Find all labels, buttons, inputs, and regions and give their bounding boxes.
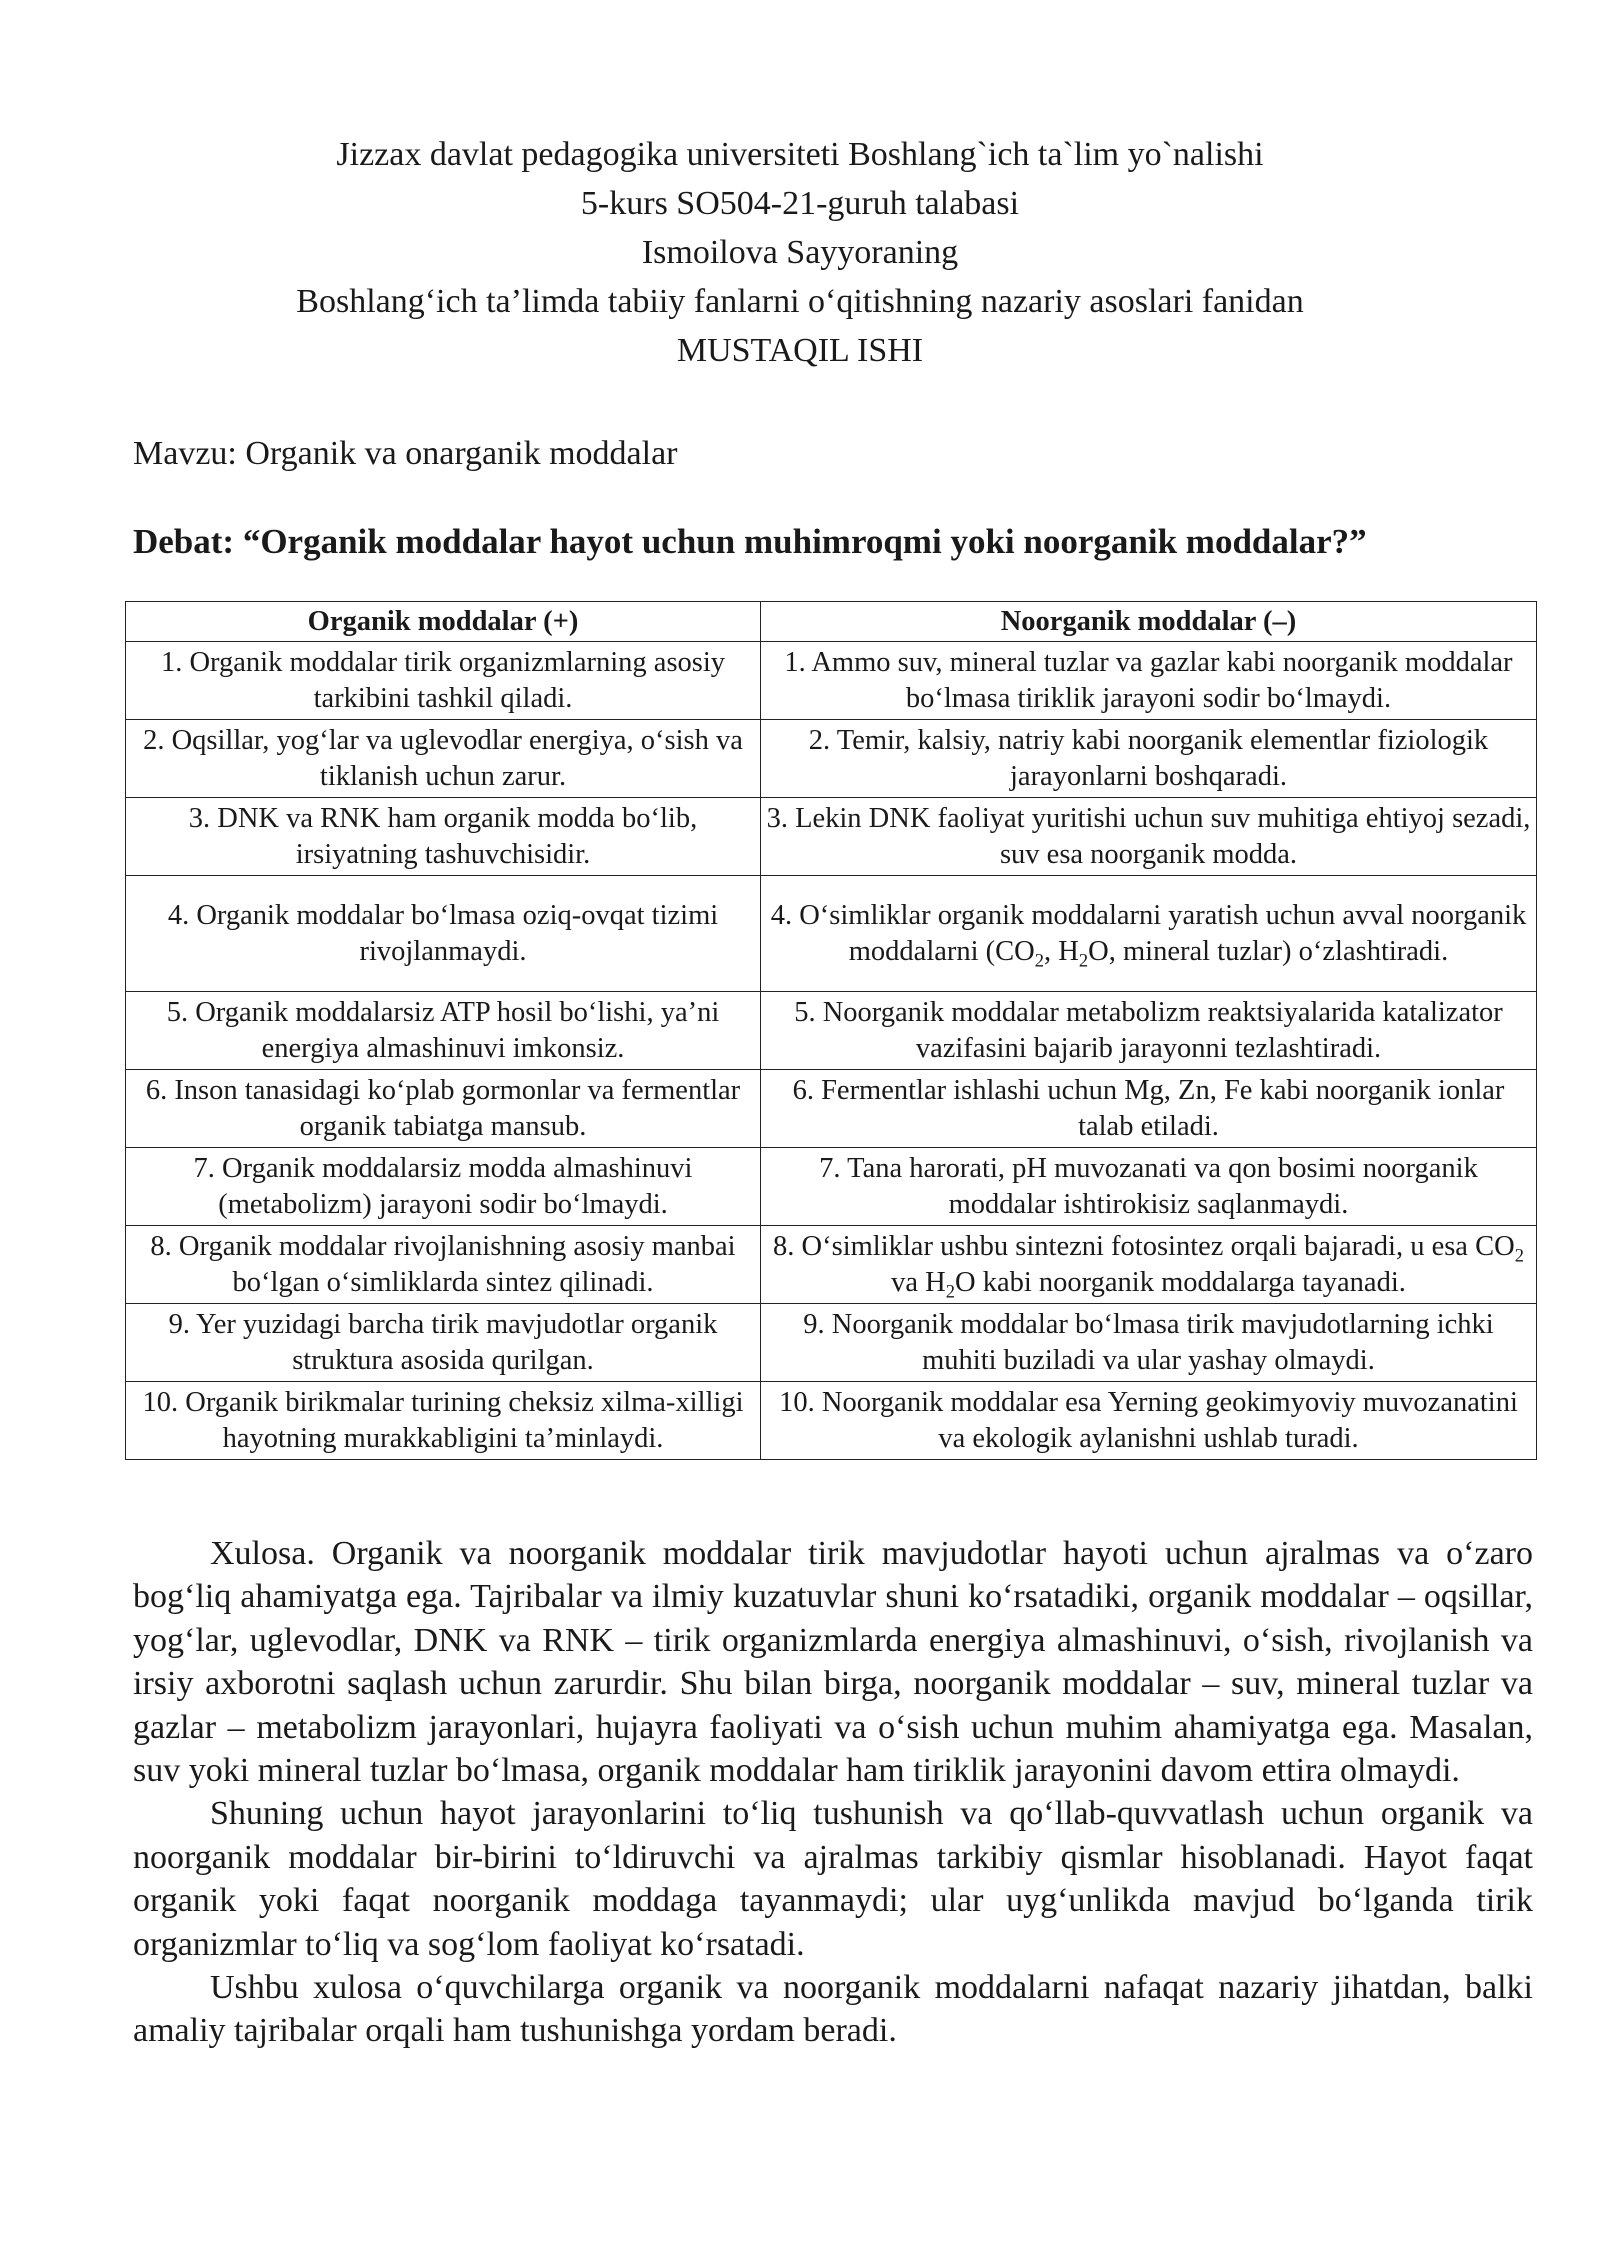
table-cell-organic: 5. Organik moddalarsiz ATP hosil bo‘lishi, ya’ni energiya almashinuvi imkonsiz. [126, 992, 761, 1070]
subscript: 2 [1078, 950, 1089, 972]
work-type: MUSTAQIL ISHI [676, 332, 924, 369]
subscript: 2 [945, 1281, 955, 1303]
subscript: 2 [1514, 1245, 1524, 1267]
table-row [126, 1226, 1537, 1304]
table-cell-organic: 9. Yer yuzidagi barcha tirik mavjudotlar organik struktura asosida qurilgan. [126, 1304, 761, 1382]
column-header-inorganic: Noorganik moddalar (–) [761, 602, 1537, 642]
table-header-row [126, 602, 1537, 642]
table-row [126, 1148, 1537, 1226]
table-cell-organic: 3. DNK va RNK ham organik modda bo‘lib, irsiyatning tashuvchisidir. [126, 798, 761, 876]
student-name: Ismoilova Sayyoraning [641, 234, 959, 271]
table-row [126, 798, 1537, 876]
conclusion-paragraph: Xulosa. Organik va noorganik moddalar tirik mavjudotlar hayoti uchun ajralmas va o‘zaro bog‘liq ahamiyatga ega. Tajribalar va ilmiy kuzatuvlar shuni ko‘rsatadiki, organik moddalar – oqsillar, yog‘lar, uglevodlar, DNK va RNK – tirik organizmlarda energiya almashinuvi, o‘sish, rivojlanish va irsiy axborotni saqlash uchun zarurdir. Shu bilan birga, noorganik moddalar – suv, mineral tuzlar va gazlar – metabolizm jarayonlari, hujayra faoliyati va o‘sish uchun muhim ahamiyatga ega. Masalan, suv yoki mineral tuzlar bo‘lmasa, organik moddalar ham tiriklik jarayonini davom ettira olmaydi. [133, 1535, 1533, 1790]
topic-line: Mavzu: Organik va onarganik moddalar [133, 435, 678, 472]
university-line: Jizzax davlat pedagogika universiteti Boshlang`ich ta`lim yo`nalishi [336, 136, 1264, 173]
cell-text: O, mineral tuzlar) o‘zlashtiradi. [1088, 935, 1449, 967]
subject-line: Boshlang‘ich ta’limda tabiiy fanlarni o‘qitishning nazariy asoslari fanidan [296, 283, 1304, 320]
cell-text: O kabi noorganik moddalarga tayanadi. [955, 1266, 1406, 1298]
table-row [126, 1304, 1537, 1382]
table-cell-inorganic: 10. Noorganik moddalar esa Yerning geokimyoviy muvozanatini va ekologik aylanishni ushlab turadi. [761, 1382, 1537, 1460]
table-cell-organic: 4. Organik moddalar bo‘lmasa oziq-ovqat tizimi rivojlanmaydi. [126, 876, 761, 992]
table-row [126, 720, 1537, 798]
table-cell-inorganic: 6. Fermentlar ishlashi uchun Mg, Zn, Fe kabi noorganik ionlar talab etiladi. [761, 1070, 1537, 1148]
table-cell-organic: 2. Oqsillar, yog‘lar va uglevodlar energiya, o‘sish va tiklanish uchun zarur. [126, 720, 761, 798]
table-cell-inorganic: 3. Lekin DNK faoliyat yuritishi uchun suv muhitiga ehtiyoj sezadi, suv esa noorganik modda. [761, 798, 1537, 876]
table-cell-inorganic: 5. Noorganik moddalar metabolizm reaktsiyalarida katalizator vazifasini bajarib jarayonni tezlashtiradi. [761, 992, 1537, 1070]
table-row [126, 992, 1537, 1070]
table-cell-inorganic: 9. Noorganik moddalar bo‘lmasa tirik mavjudotlarning ichki muhiti buziladi va ular yashay olmaydi. [761, 1304, 1537, 1382]
subscript: 2 [1034, 950, 1045, 972]
table-row [126, 642, 1537, 720]
table-row [126, 1382, 1537, 1460]
conclusion-section [133, 1532, 1533, 2053]
table-row [126, 876, 1537, 992]
title-block [133, 130, 1467, 375]
group-line: 5-kurs SO504-21-guruh talabasi [580, 185, 1020, 222]
table-cell-organic: 7. Organik moddalarsiz modda almashinuvi (metabolizm) jarayoni sodir bo‘lmaydi. [126, 1148, 761, 1226]
debate-title: Debat: “Organik moddalar hayot uchun muhimroqmi yoki noorganik moddalar?” [133, 522, 1367, 561]
table-cell-inorganic: 7. Tana harorati, pH muvozanati va qon bosimi noorganik moddalar ishtirokisiz saqlanmaydi. [761, 1148, 1537, 1226]
table-cell-organic: 10. Organik birikmalar turining cheksiz xilma-xilligi hayotning murakkabligini ta’minlaydi. [126, 1382, 761, 1460]
cell-text: , H [1044, 935, 1079, 967]
table-cell-organic: 8. Organik moddalar rivojlanishning asosiy manbai bo‘lgan o‘simliklarda sintez qilinadi. [126, 1226, 761, 1304]
cell-text: 4. O‘simliklar organik moddalarni yaratish uchun avval noorganik moddalarni (CO [770, 899, 1527, 967]
table-cell-inorganic: 1. Ammo suv, mineral tuzlar va gazlar kabi noorganik moddalar bo‘lmasa tiriklik jarayoni sodir bo‘lmaydi. [761, 642, 1537, 720]
table-row [126, 1070, 1537, 1148]
table-cell-inorganic: 2. Temir, kalsiy, natriy kabi noorganik elementlar fiziologik jarayonlarni boshqaradi. [761, 720, 1537, 798]
table-cell-inorganic [761, 876, 1537, 992]
conclusion-paragraph: Ushbu xulosa o‘quvchilarga organik va noorganik moddalarni nafaqat nazariy jihatdan, balki amaliy tajribalar orqali ham tushunishga yordam beradi. [133, 1969, 1533, 2050]
table-cell-organic: 1. Organik moddalar tirik organizmlarning asosiy tarkibini tashkil qiladi. [126, 642, 761, 720]
cell-text: 8. O‘simliklar ushbu sintezni fotosintez orqali bajaradi, u esa CO [773, 1230, 1515, 1262]
column-header-organic: Organik moddalar (+) [126, 602, 761, 642]
conclusion-paragraph: Shuning uchun hayot jarayonlarini to‘liq tushunish va qo‘llab-quvvatlash uchun organik va noorganik moddalar bir-birini to‘ldiruvchi va ajralmas tarkibiy qismlar hisoblanadi. Hayot faqat organik yoki faqat noorganik moddaga tayanmaydi; ular uyg‘unlikda mavjud bo‘lganda tirik organizmlar to‘liq va sog‘lom faoliyat ko‘rsatadi. [133, 1795, 1533, 1963]
table-cell-inorganic [761, 1226, 1537, 1304]
cell-text: va H [891, 1266, 946, 1298]
table-cell-organic: 6. Inson tanasidagi ko‘plab gormonlar va fermentlar organik tabiatga mansub. [126, 1070, 761, 1148]
debate-table [125, 601, 1537, 1460]
